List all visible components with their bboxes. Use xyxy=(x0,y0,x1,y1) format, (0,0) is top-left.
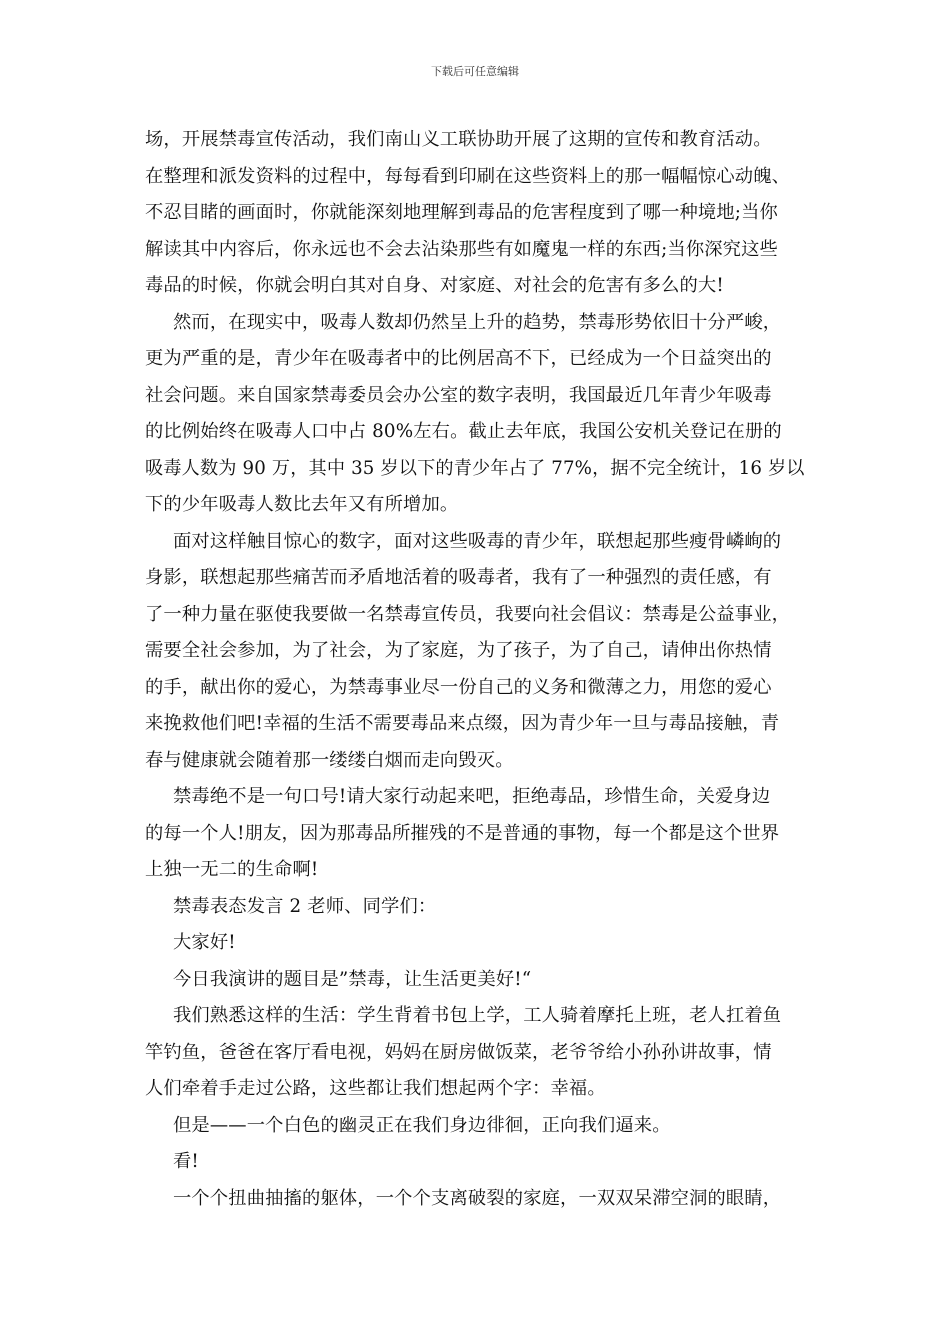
text-line: 的比例始终在吸毒人口中占 80%左右。截止去年底，我国公安机关登记在册的 xyxy=(145,421,782,442)
text-line: 场，开展禁毒宣传活动，我们南山义工联协助开展了这期的宣传和教育活动。 xyxy=(145,129,772,150)
text-line: 社会问题。来自国家禁毒委员会办公室的数字表明，我国最近几年青少年吸毒 xyxy=(145,384,772,406)
text-line: 然而，在现实中，吸毒人数却仍然呈上升的趋势，禁毒形势依旧十分严峻， xyxy=(173,311,782,333)
text-line: 来挽救他们吧!幸福的生活不需要毒品来点缀，因为青少年一旦与毒品接触，青 xyxy=(145,713,780,734)
document-body xyxy=(145,122,805,1217)
text-line: 看! xyxy=(173,1151,199,1172)
text-line: 竿钓鱼，爸爸在客厅看电视，妈妈在厨房做饭菜，老爷爷给小孙孙讲故事，情 xyxy=(145,1041,772,1063)
text-line: 一个个扭曲抽搐的躯体，一个个支离破裂的家庭，一双双呆滞空洞的眼睛， xyxy=(173,1187,782,1209)
text-line: 今日我演讲的题目是”禁毒，让生活更美好!“ xyxy=(173,968,532,990)
text-line: 解读其中内容后，你永远也不会去沾染那些有如魔鬼一样的东西;当你深究这些 xyxy=(145,238,778,260)
text-line: 禁毒表态发言 2 老师、同学们： xyxy=(173,895,437,917)
text-line: 的每一个人!朋友，因为那毒品所摧残的不是普通的事物，每一个都是这个世界 xyxy=(145,822,780,844)
text-line: 上独一无二的生命啊! xyxy=(145,859,319,880)
text-line: 禁毒绝不是一句口号!请大家行动起来吧，拒绝毒品，珍惜生命，关爱身边 xyxy=(173,786,771,807)
text-line: 吸毒人数为 90 万，其中 35 岁以下的青少年占了 77%，据不完全统计，16 岁以 xyxy=(145,457,805,479)
text-line: 大家好! xyxy=(173,932,236,953)
text-line: 春与健康就会随着那一缕缕白烟而走向毁灭。 xyxy=(145,749,514,771)
text-line: 人们牵着手走过公路，这些都让我们想起两个字：幸福。 xyxy=(145,1078,606,1099)
text-line: 在整理和派发资料的过程中，每每看到印刷在这些资料上的那一幅幅惊心动魄、 xyxy=(145,165,791,187)
text-line: 不忍目睹的画面时，你就能深刻地理解到毒品的危害程度到了哪一种境地;当你 xyxy=(145,202,778,223)
text-line: 毒品的时候，你就会明白其对自身、对家庭、对社会的危害有多么的大! xyxy=(145,275,724,296)
text-line: 了一种力量在驱使我要做一名禁毒宣传员，我要向社会倡议：禁毒是公益事业， xyxy=(145,603,791,625)
text-line: 下的少年吸毒人数比去年又有所增加。 xyxy=(145,494,459,515)
text-line: 需要全社会参加，为了社会，为了家庭，为了孩子，为了自己，请伸出你热情 xyxy=(145,640,772,661)
text-line: 面对这样触目惊心的数字，面对这些吸毒的青少年，联想起那些瘦骨嶙峋的 xyxy=(173,530,782,552)
text-line: 身影，联想起那些痛苦而矛盾地活着的吸毒者，我有了一种强烈的责任感，有 xyxy=(145,567,772,588)
page-header-caption: 下载后可任意编辑 xyxy=(431,65,519,78)
text-line: 的手，献出你的爱心，为禁毒事业尽一份自己的义务和微薄之力，用您的爱心 xyxy=(145,676,772,698)
text-line: 更为严重的是，青少年在吸毒者中的比例居高不下，已经成为一个日益突出的 xyxy=(145,348,772,369)
text-line: 但是——一个白色的幽灵正在我们身边徘徊，正向我们逼来。 xyxy=(173,1114,671,1136)
text-line: 我们熟悉这样的生活：学生背着书包上学，工人骑着摩托上班，老人扛着鱼 xyxy=(173,1005,782,1026)
